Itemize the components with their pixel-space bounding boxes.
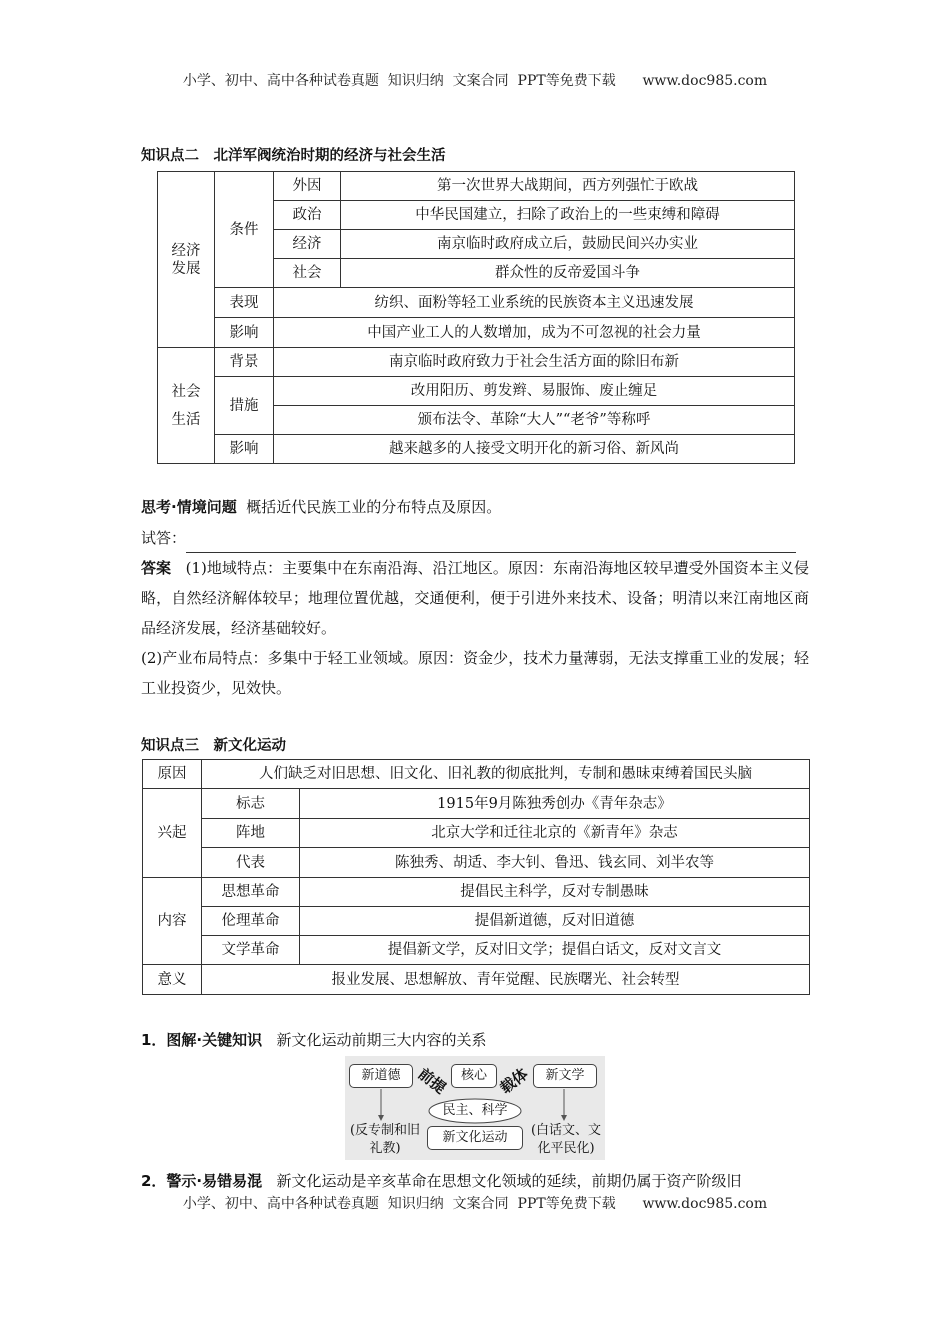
cell-daibiao-text: 陈独秀、胡适、李大钊、鲁迅、钱玄同、刘半农等 <box>300 848 810 878</box>
label-premise: 前提 <box>414 1064 450 1098</box>
cell-yingxiang2-text: 越来越多的人接受文明开化的新习俗、新风尚 <box>274 435 795 464</box>
cell-yiyi-text: 报业发展、思想解放、青年觉醒、民族曙光、社会转型 <box>202 965 810 995</box>
relation-diagram <box>345 1056 605 1160</box>
cell-xingqi: 兴起 <box>143 789 202 878</box>
box-new-culture-movement: 新文化运动 <box>427 1126 523 1150</box>
page-header: 小学、初中、高中各种试卷真题 知识归纳 文案合同 PPT等免费下载 www.doc985.com <box>182 73 768 89</box>
think-question-text: 概括近代民族工业的分布特点及原因。 <box>246 498 502 516</box>
cell-cuoshi: 措施 <box>215 377 274 435</box>
cell-beijing-text: 南京临时政府致力于社会生活方面的除旧布新 <box>274 348 795 377</box>
try-label: 试答： <box>141 529 187 547</box>
cell-beijing: 背景 <box>215 348 274 377</box>
box-new-literature: 新文学 <box>533 1064 597 1088</box>
cell-yingxiang2: 影响 <box>215 435 274 464</box>
answer-blank <box>186 536 796 553</box>
cell-biaozhi: 标志 <box>202 789 300 819</box>
answer-block <box>141 553 809 703</box>
cell-yiyi: 意义 <box>143 965 202 995</box>
note-right: (白话文、文化平民化) <box>530 1123 602 1156</box>
cell-jingji-text: 南京临时政府成立后，鼓励民间兴办实业 <box>341 230 795 259</box>
cell-yingxiang1-text: 中国产业工人的人数增加，成为不可忽视的社会力量 <box>274 318 795 348</box>
section2-title: 知识点二 北洋军阀统治时期的经济与社会生活 <box>141 148 446 164</box>
item1-line <box>141 1025 809 1055</box>
cell-social: 社会生活 <box>158 348 215 464</box>
note-left: (反专制和旧礼教) <box>349 1123 421 1156</box>
cell-biaoxian: 表现 <box>215 288 274 318</box>
try-answer-line <box>141 523 809 553</box>
cell-shehui-text: 群众性的反帝爱国斗争 <box>341 259 795 288</box>
cell-zhendi: 阵地 <box>202 819 300 848</box>
cell-neirong: 内容 <box>143 878 202 965</box>
new-culture-table <box>142 759 810 995</box>
cell-cuoshi-text1: 改用阳历、剪发辫、易服饰、废止缠足 <box>274 377 795 406</box>
item1-label: 1．图解·关键知识 <box>141 1031 263 1049</box>
cell-conditions: 条件 <box>215 172 274 288</box>
answer-part2: (2)产业布局特点：多集中于轻工业领域。原因：资金少，技术力量薄弱，无法支撑重工业的发展；轻工业投资少，见效快。 <box>141 649 809 697</box>
think-label: 思考·情境问题 <box>141 498 237 516</box>
label-democracy-science: 民主、科学 <box>442 1103 508 1118</box>
cell-waiyin-text: 第一次世界大战期间，西方列强忙于欧战 <box>341 172 795 201</box>
cell-cuoshi-text2: 颁布法令、革除“大人”“老爷”等称呼 <box>274 406 795 435</box>
cell-sixiang: 思想革命 <box>202 878 300 907</box>
cell-jingji: 经济 <box>274 230 341 259</box>
think-question <box>141 492 809 522</box>
cell-zhengzhi: 政治 <box>274 201 341 230</box>
cell-shehui: 社会 <box>274 259 341 288</box>
label-carrier: 载体 <box>496 1064 532 1098</box>
cell-wenxue-text: 提倡新文学，反对旧文学；提倡白话文，反对文言文 <box>300 936 810 965</box>
cell-waiyin: 外因 <box>274 172 341 201</box>
cell-yingxiang1: 影响 <box>215 318 274 348</box>
page-footer: 小学、初中、高中各种试卷真题 知识归纳 文案合同 PPT等免费下载 www.doc985.com <box>182 1196 768 1212</box>
cell-lunli-text: 提倡新道德，反对旧道德 <box>300 907 810 936</box>
item2-line <box>141 1166 821 1196</box>
cell-zhengzhi-text: 中华民国建立，扫除了政治上的一些束缚和障碍 <box>341 201 795 230</box>
cell-economy: 经济发展 <box>158 172 215 348</box>
cell-lunli: 伦理革命 <box>202 907 300 936</box>
section3-title: 知识点三 新文化运动 <box>141 738 286 754</box>
cell-biaoxian-text: 纺织、面粉等轻工业系统的民族资本主义迅速发展 <box>274 288 795 318</box>
item2-label: 2．警示·易错易混 <box>141 1172 263 1190</box>
answer-part1: (1)地域特点：主要集中在东南沿海、沿江地区。原因：东南沿海地区较早遭受外国资本主义侵略，自然经济解体较早；地理位置优越，交通便利，便于引进外来技术、设备；明清以来江南地区商品经济发展，经济基础较好。 <box>141 559 809 637</box>
answer-label: 答案 <box>141 559 172 577</box>
item1-text: 新文化运动前期三大内容的关系 <box>276 1031 487 1049</box>
cell-yuanyin: 原因 <box>143 760 202 789</box>
cell-zhendi-text: 北京大学和迁往北京的《新青年》杂志 <box>300 819 810 848</box>
box-core: 核心 <box>451 1064 497 1088</box>
box-new-morality: 新道德 <box>349 1064 413 1088</box>
cell-yuanyin-text: 人们缺乏对旧思想、旧文化、旧礼教的彻底批判，专制和愚昧束缚着国民头脑 <box>202 760 810 789</box>
item2-text: 新文化运动是辛亥革命在思想文化领域的延续，前期仍属于资产阶级旧 <box>276 1172 742 1190</box>
economy-society-table <box>157 171 795 464</box>
cell-daibiao: 代表 <box>202 848 300 878</box>
cell-biaozhi-text: 1915年9月陈独秀创办《青年杂志》 <box>300 789 810 819</box>
cell-wenxue: 文学革命 <box>202 936 300 965</box>
cell-sixiang-text: 提倡民主科学，反对专制愚昧 <box>300 878 810 907</box>
